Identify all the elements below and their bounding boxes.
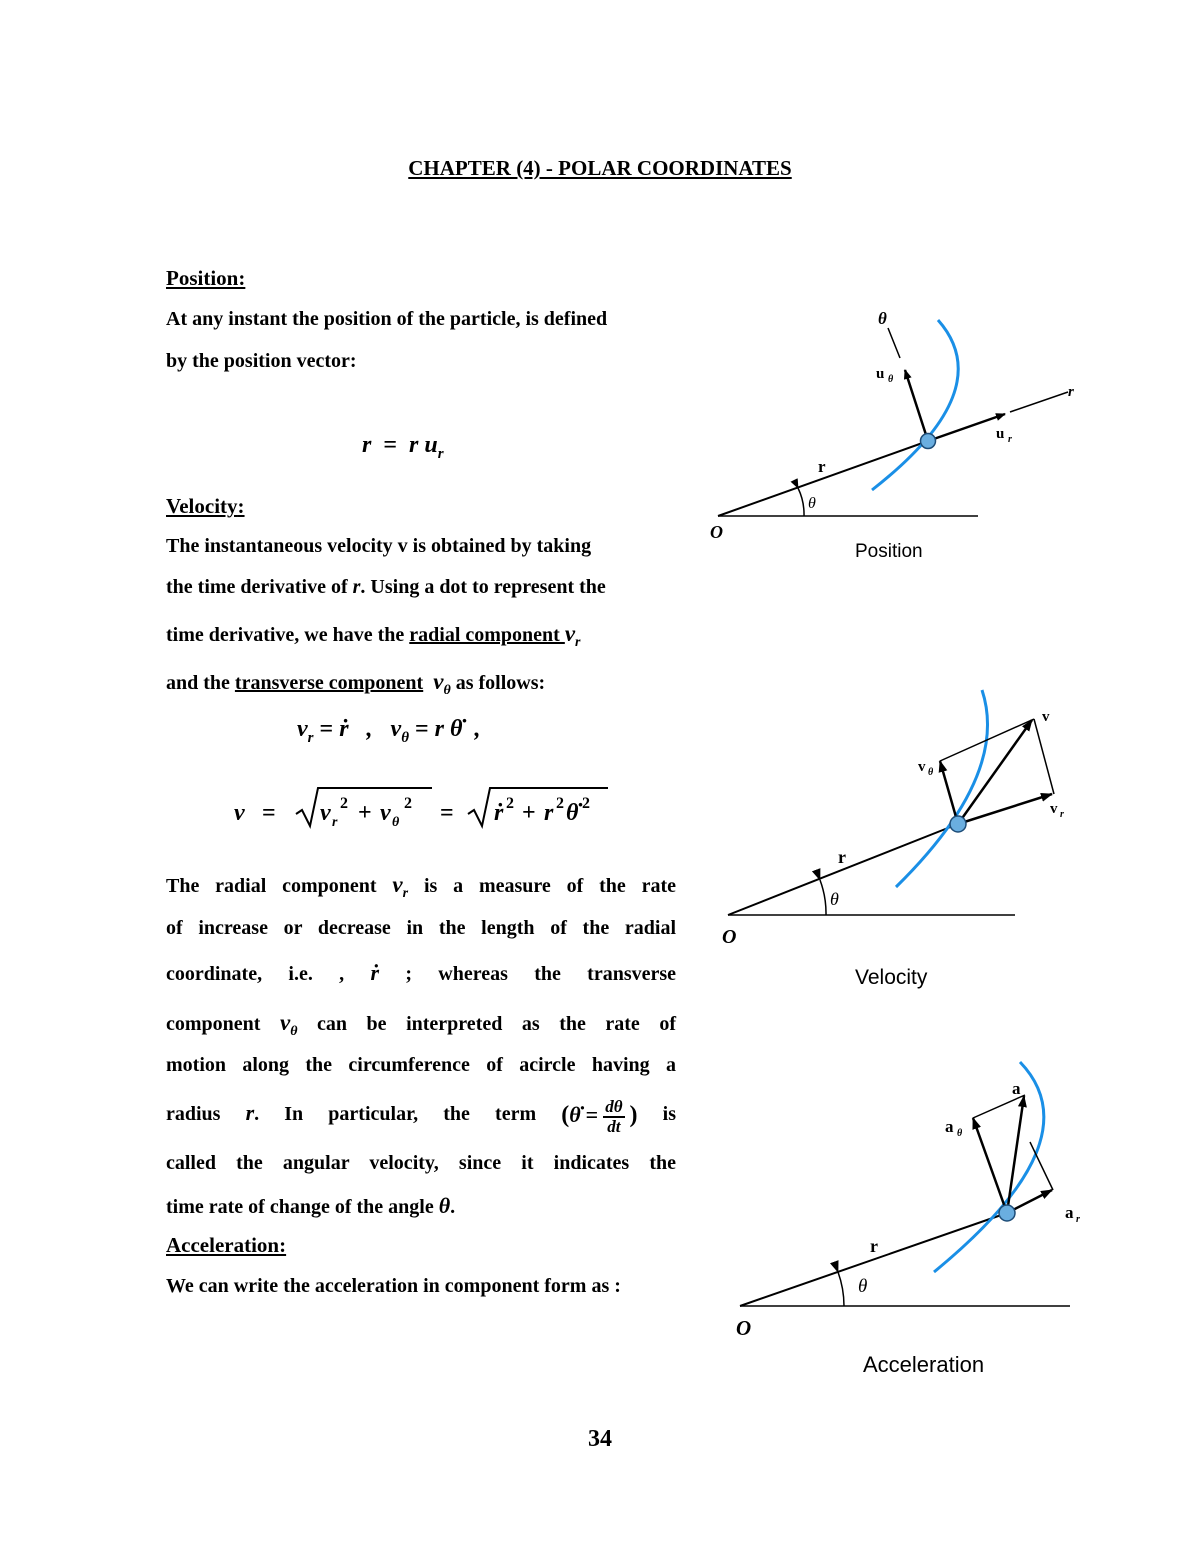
- svg-text:ṙ: ṙ: [494, 800, 504, 826]
- velocity-magnitude-equation: [232, 784, 612, 830]
- angle-arc: [820, 880, 826, 915]
- svg-text:O: O: [736, 1316, 752, 1340]
- svg-text:v: v: [1042, 709, 1050, 725]
- svg-text:a: a: [945, 1117, 954, 1136]
- svg-text:a: a: [1065, 1203, 1074, 1222]
- svg-text:2: 2: [556, 795, 564, 812]
- acceleration-text: We can write the acceleration in component form as :: [166, 1275, 621, 1297]
- radius-line: [740, 1213, 1007, 1306]
- svg-text:θ: θ: [858, 1276, 868, 1297]
- angle-arc: [838, 1272, 844, 1306]
- position-heading: Position:: [166, 266, 246, 290]
- u-r-arrow: [928, 414, 1005, 441]
- svg-text:r: r: [544, 800, 554, 826]
- path-curve: [896, 690, 988, 887]
- svg-text:θ: θ: [392, 815, 400, 830]
- r-axis-line: [1010, 392, 1068, 412]
- position-text-line-2: by the position vector:: [166, 350, 357, 372]
- radial-text-line-6: radius r. In particular, the term (θ̇ = $\frac{d\theta}{dt}$ ) is: [166, 1090, 676, 1136]
- svg-text:a: a: [1012, 1079, 1021, 1098]
- velocity-text-line-2: the time derivative of r. Using a dot to represent the: [166, 576, 606, 598]
- velocity-figure: [710, 685, 1110, 995]
- svg-text:r: r: [818, 457, 826, 476]
- radial-text-line-4: component $v_\theta$ can be interpreted as the rate of: [166, 1010, 676, 1039]
- a-theta-arrow: [973, 1118, 1007, 1213]
- svg-text:2: 2: [506, 795, 514, 812]
- svg-text:O: O: [710, 522, 723, 542]
- svg-text:v: v: [234, 800, 245, 826]
- position-text-line-1: At any instant the position of the particle, is defined: [166, 308, 608, 330]
- component-line-2: [1030, 1142, 1053, 1190]
- position-caption: Position: [855, 541, 923, 562]
- svg-text:=: =: [262, 800, 276, 826]
- velocity-heading: Velocity:: [166, 494, 245, 518]
- theta-dot-definition: (θ̇ = $\frac{d\theta}{dt}$ ): [561, 1097, 638, 1137]
- velocity-text-line-4: and the transverse component $v_\theta$ as follows:: [166, 669, 546, 698]
- v-r-arrow: [958, 794, 1052, 824]
- radial-text-line-8: time rate of change of the angle θ.: [166, 1193, 456, 1218]
- v-arrow: [958, 720, 1032, 824]
- velocity-caption: Velocity: [855, 966, 928, 989]
- particle: [921, 434, 936, 449]
- svg-text:r: r: [1068, 384, 1074, 400]
- velocity-components-equation: $v_r$ = ṙ , $v_\theta = r$ θ̇ ,: [297, 716, 481, 746]
- acceleration-figure: [720, 1050, 1120, 1390]
- svg-text:r: r: [332, 815, 338, 830]
- velocity-text-line-1: The instantaneous velocity v is obtained by taking: [166, 535, 592, 557]
- svg-text:+: +: [522, 800, 536, 826]
- svg-text:r: r: [1060, 809, 1064, 820]
- svg-text:θ: θ: [830, 889, 839, 909]
- theta-axis-line: [888, 328, 900, 358]
- svg-text:r: r: [870, 1236, 878, 1256]
- svg-text:θ: θ: [888, 374, 894, 385]
- page-number: 34: [588, 1426, 612, 1452]
- radial-text-line-3: coordinate, i.e. , ṙ ; whereas the transverse: [166, 960, 677, 985]
- position-figure: [700, 300, 1100, 570]
- acceleration-heading: Acceleration:: [166, 1233, 287, 1257]
- angle-arc: [798, 488, 804, 516]
- svg-text:v: v: [1050, 801, 1058, 817]
- position-equation: r = r $u_r$: [362, 432, 444, 462]
- velocity-text-line-3: time derivative, we have the radial component $v_r$: [166, 621, 581, 650]
- svg-text:r: r: [1008, 434, 1012, 445]
- svg-text:u: u: [876, 366, 885, 382]
- radius-line: [728, 824, 958, 915]
- svg-text:θ: θ: [808, 495, 816, 512]
- a-arrow: [1007, 1096, 1024, 1213]
- svg-text:r: r: [1076, 1214, 1080, 1225]
- svg-text:=: =: [440, 800, 454, 826]
- radius-line: [718, 441, 928, 516]
- svg-text:2: 2: [582, 795, 590, 812]
- chapter-title: CHAPTER (4) - POLAR COORDINATES: [408, 156, 792, 180]
- svg-text:u: u: [996, 426, 1005, 442]
- component-line-1: [973, 1095, 1025, 1118]
- svg-text:θ: θ: [957, 1128, 963, 1139]
- svg-text:v: v: [918, 759, 926, 775]
- svg-text:θ̇: θ̇: [566, 800, 579, 826]
- svg-text:r: r: [838, 847, 846, 867]
- path-curve: [934, 1062, 1044, 1272]
- svg-text:θ: θ: [928, 767, 934, 778]
- particle: [999, 1205, 1015, 1221]
- component-line-2: [1034, 719, 1054, 794]
- radial-text-line-2: of increase or decrease in the length of the radial: [166, 917, 676, 939]
- svg-text:2: 2: [404, 795, 412, 812]
- svg-text:v: v: [320, 800, 331, 826]
- radial-text-line-7: called the angular velocity, since it indicates the: [166, 1152, 676, 1174]
- particle: [950, 816, 966, 832]
- radial-text-line-5: motion along the circumference of acircle having a: [166, 1054, 676, 1076]
- radial-text-line-1: The radial component $v_r$ is a measure of the rate: [166, 872, 677, 901]
- u-theta-arrow: [905, 370, 928, 441]
- svg-text:θ: θ: [878, 309, 887, 328]
- svg-text:O: O: [722, 926, 737, 948]
- svg-text:+: +: [358, 800, 372, 826]
- acceleration-caption: Acceleration: [863, 1352, 985, 1377]
- svg-text:v: v: [380, 800, 391, 826]
- svg-text:2: 2: [340, 795, 348, 812]
- v-theta-arrow: [940, 761, 958, 824]
